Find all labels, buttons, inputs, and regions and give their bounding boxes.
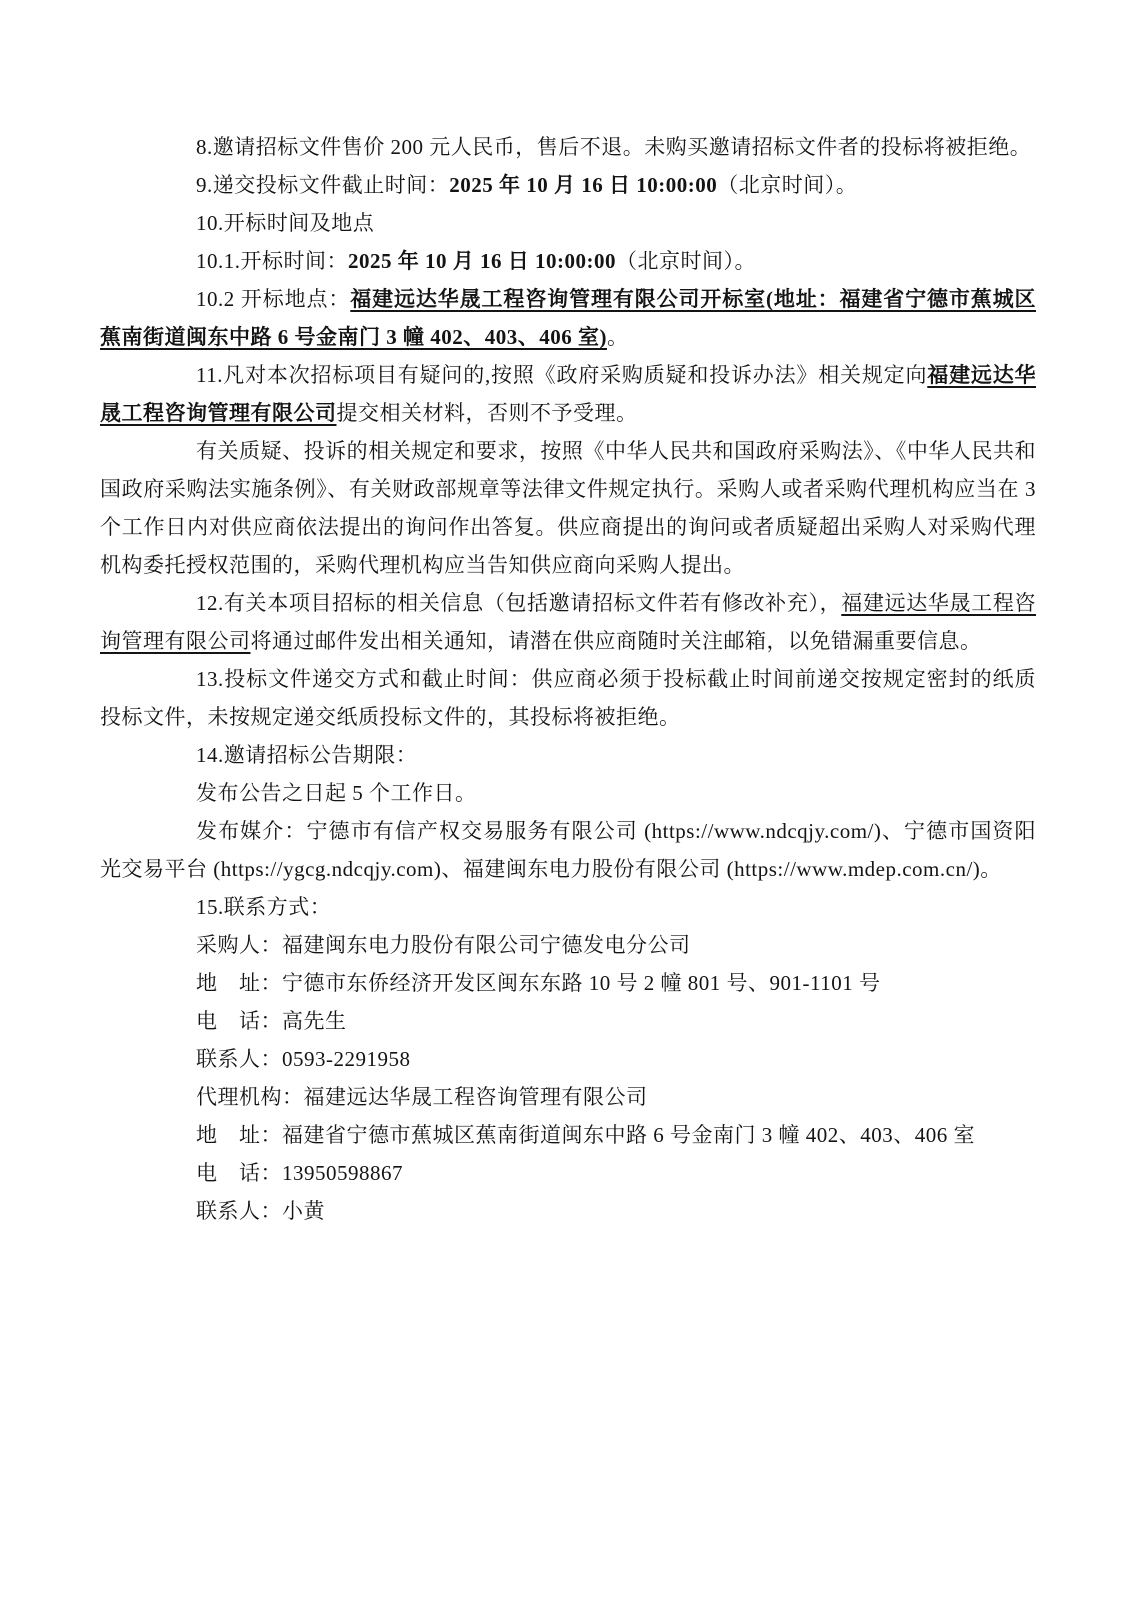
text-segment: 地 址：宁德市东侨经济开发区闽东东路 10 号 2 幢 801 号、901-1101 号	[196, 971, 881, 995]
text-segment: 13.投标文件递交方式和截止时间：供应商必须于投标截止时间前递交按规定密封的纸质投标文件，未按规定递交纸质投标文件的，其投标将被拒绝。	[100, 667, 1036, 729]
text-segment: 提交相关材料，否则不予受理。	[336, 401, 638, 425]
text-segment: 10.开标时间及地点	[196, 211, 375, 235]
item-12-notification-info	[100, 584, 1036, 660]
text-segment: 10.2 开标地点：	[196, 287, 351, 311]
document-body	[100, 128, 1036, 1230]
text-segment: 福建远达华晟工程咨询管理有限公司	[100, 591, 1037, 653]
agency-address	[100, 1116, 1036, 1154]
purchaser-contact-person	[100, 1040, 1036, 1078]
item-8-document-price	[100, 128, 1036, 166]
agency-phone	[100, 1154, 1036, 1192]
purchaser-address	[100, 964, 1036, 1002]
paragraph-announcement-period	[100, 774, 1036, 812]
text-segment: 福建远达华晟工程咨询管理有限公司开标室(地址：福建省宁德市蕉城区蕉南街道闽东中路 6 号金南门 3 幢 402、403、406 室)	[100, 287, 1037, 349]
text-segment: 2025 年 10 月 16 日 10:00:00	[449, 173, 718, 197]
text-segment: 联系人：0593-2291958	[196, 1047, 411, 1071]
item-13-submission-method	[100, 660, 1036, 736]
text-segment: 。	[607, 325, 629, 349]
text-segment: 将通过邮件发出相关通知，请潜在供应商随时关注邮箱，以免错漏重要信息。	[250, 629, 982, 653]
text-segment: （北京时间）。	[717, 173, 858, 197]
text-segment: 发布媒介：宁德市有信产权交易服务有限公司 (https://www.ndcqjy.com/)、宁德市国资阳光交易平台 (https://ygcg.ndcqjy.com)、福建闽东电力股份有限公司 (https://www.mdep.com.cn/)。	[100, 819, 1036, 881]
item-10-1-bid-opening-time	[100, 242, 1036, 280]
text-segment: 联系人：小黄	[196, 1199, 325, 1223]
item-11-inquiry-rules	[100, 356, 1036, 432]
text-segment: 采购人：福建闽东电力股份有限公司宁德发电分公司	[196, 933, 691, 957]
item-15-contact-heading	[100, 888, 1036, 926]
text-segment: 地 址：福建省宁德市蕉城区蕉南街道闽东中路 6 号金南门 3 幢 402、403、406 室	[196, 1123, 975, 1147]
text-segment: 发布公告之日起 5 个工作日。	[196, 781, 477, 805]
agency-contact-person	[100, 1192, 1036, 1230]
item-9-bid-submission-deadline	[100, 166, 1036, 204]
text-segment: 10.1.开标时间：	[196, 249, 348, 273]
item-14-announcement-period-heading	[100, 736, 1036, 774]
text-segment: 有关质疑、投诉的相关规定和要求，按照《中华人民共和国政府采购法》、《中华人民共和国政府采购法实施条例》、有关财政部规章等法律文件规定执行。采购人或者采购代理机构应当在 3 个工作日内对供应商依法提出的询问作出答复。供应商提出的询问或者质疑超出采购人对采购代理机构委托授权范围的，采购代理机构应当告知供应商向采购人提出。	[100, 439, 1036, 577]
text-segment: 电 话：高先生	[196, 1009, 347, 1033]
text-segment: 15.联系方式：	[196, 895, 332, 919]
purchaser-name	[100, 926, 1036, 964]
text-segment: 8.邀请招标文件售价 200 元人民币，售后不退。未购买邀请招标文件者的投标将被拒绝。	[196, 135, 1032, 159]
text-segment: 14.邀请招标公告期限：	[196, 743, 418, 767]
text-segment: 电 话：13950598867	[196, 1161, 403, 1185]
text-segment: 12.有关本项目招标的相关信息（包括邀请招标文件若有修改补充），	[196, 591, 842, 615]
item-10-2-bid-opening-location	[100, 280, 1036, 356]
text-segment: 2025 年 10 月 16 日 10:00:00	[348, 249, 616, 273]
text-segment: 9.递交投标文件截止时间：	[196, 173, 450, 197]
paragraph-publication-media	[100, 812, 1036, 888]
text-segment: 代理机构：福建远达华晟工程咨询管理有限公司	[196, 1085, 648, 1109]
paragraph-inquiry-regulations	[100, 432, 1036, 584]
purchaser-phone	[100, 1002, 1036, 1040]
text-segment: 福建远达华晟工程咨询管理有限公司	[100, 363, 1037, 425]
text-segment: （北京时间）。	[616, 249, 756, 273]
agency-name	[100, 1078, 1036, 1116]
text-segment: 11.凡对本次招标项目有疑问的,按照《政府采购质疑和投诉办法》相关规定向	[196, 363, 928, 387]
item-10-bid-opening-heading	[100, 204, 1036, 242]
